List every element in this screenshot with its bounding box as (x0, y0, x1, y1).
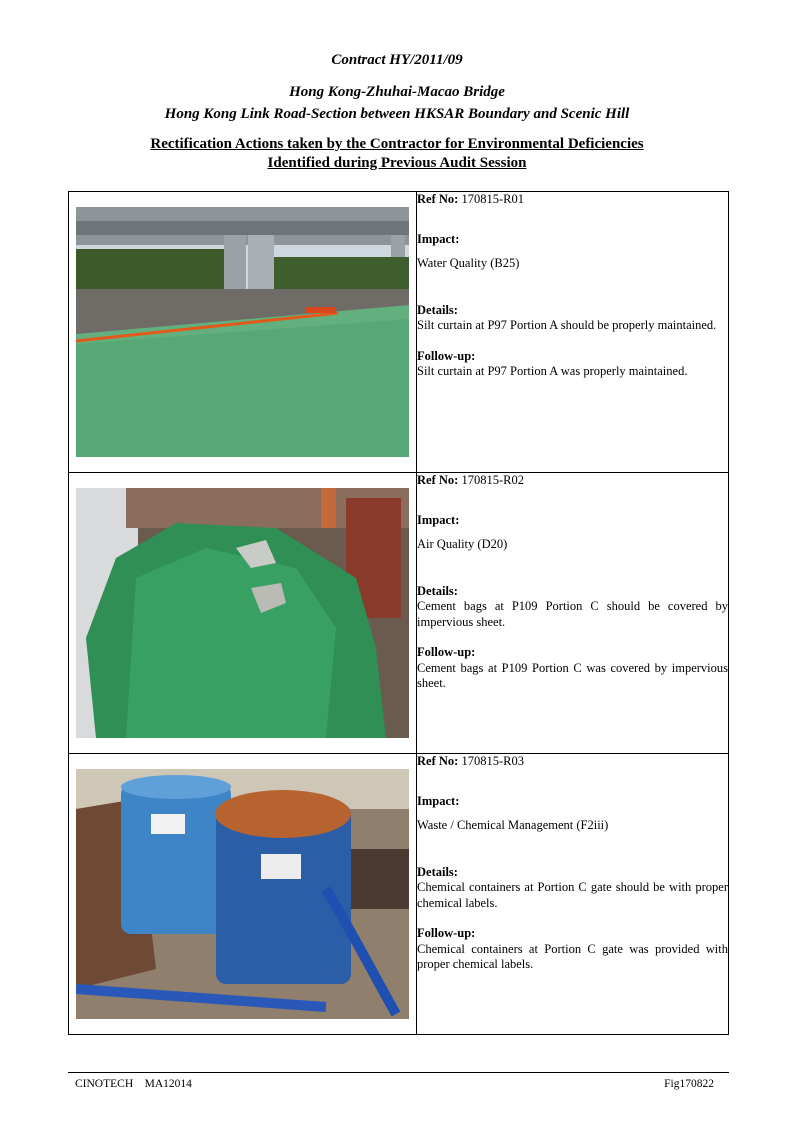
silt-curtain-photo (76, 207, 409, 457)
followup-text: Cement bags at P109 Portion C was covered by impervious sheet. (417, 660, 728, 690)
impact-value: Water Quality (B25) (417, 256, 520, 270)
details-cell (417, 192, 729, 473)
footer-left: CINOTECH MA12014 (75, 1078, 192, 1090)
footer-figure-number: Fig170822 (664, 1078, 714, 1090)
photo-cell (69, 754, 417, 1035)
impact-label: Impact: (417, 793, 460, 808)
followup-label: Follow-up: (417, 926, 476, 940)
photo-cell (69, 473, 417, 754)
details-cell (417, 754, 729, 1035)
followup-label: Follow-up: (417, 645, 476, 659)
ref-number: 170815-R02 (461, 473, 524, 487)
impact-value: Waste / Chemical Management (F2iii) (417, 818, 609, 832)
details-cell (417, 473, 729, 754)
details-text: Cement bags at P109 Portion C should be covered by impervious sheet. (417, 599, 728, 629)
followup-label: Follow-up: (417, 348, 476, 363)
table-row (69, 754, 729, 1035)
details-text: Chemical containers at Portion C gate should be with proper chemical labels. (417, 880, 728, 910)
details-label: Details: (417, 864, 458, 879)
ref-label: Ref No: (417, 192, 459, 206)
ref-number: 170815-R01 (461, 192, 524, 206)
table-row (69, 473, 729, 754)
contract-number: Contract HY/2011/09 (331, 52, 463, 68)
ref-label: Ref No: (417, 473, 459, 487)
project-name: Hong Kong-Zhuhai-Macao Bridge (289, 84, 505, 100)
impact-label: Impact: (417, 231, 460, 246)
page-title: Rectification Actions taken by the Contractor for Environmental Deficiencies (150, 136, 644, 152)
project-section: Hong Kong Link Road-Section between HKSAR Boundary and Scenic Hill (164, 106, 630, 122)
details-label: Details: (417, 583, 458, 598)
details-text: Silt curtain at P97 Portion A should be properly maintained. (417, 318, 717, 332)
photo-cell (69, 192, 417, 473)
rectification-table (68, 191, 729, 1035)
followup-text: Chemical containers at Portion C gate was provided with proper chemical labels. (417, 941, 728, 971)
ref-label: Ref No: (417, 754, 459, 768)
details-label: Details: (417, 302, 458, 317)
chemical-drums-photo (76, 769, 409, 1019)
footer-divider (68, 1072, 729, 1073)
followup-text: Silt curtain at P97 Portion A was properly maintained. (417, 364, 688, 378)
table-row (69, 192, 729, 473)
covered-cement-bags-photo (76, 488, 409, 738)
impact-label: Impact: (417, 512, 460, 527)
ref-number: 170815-R03 (461, 754, 524, 768)
impact-value: Air Quality (D20) (417, 537, 508, 551)
page-subtitle: Identified during Previous Audit Session (267, 155, 527, 171)
